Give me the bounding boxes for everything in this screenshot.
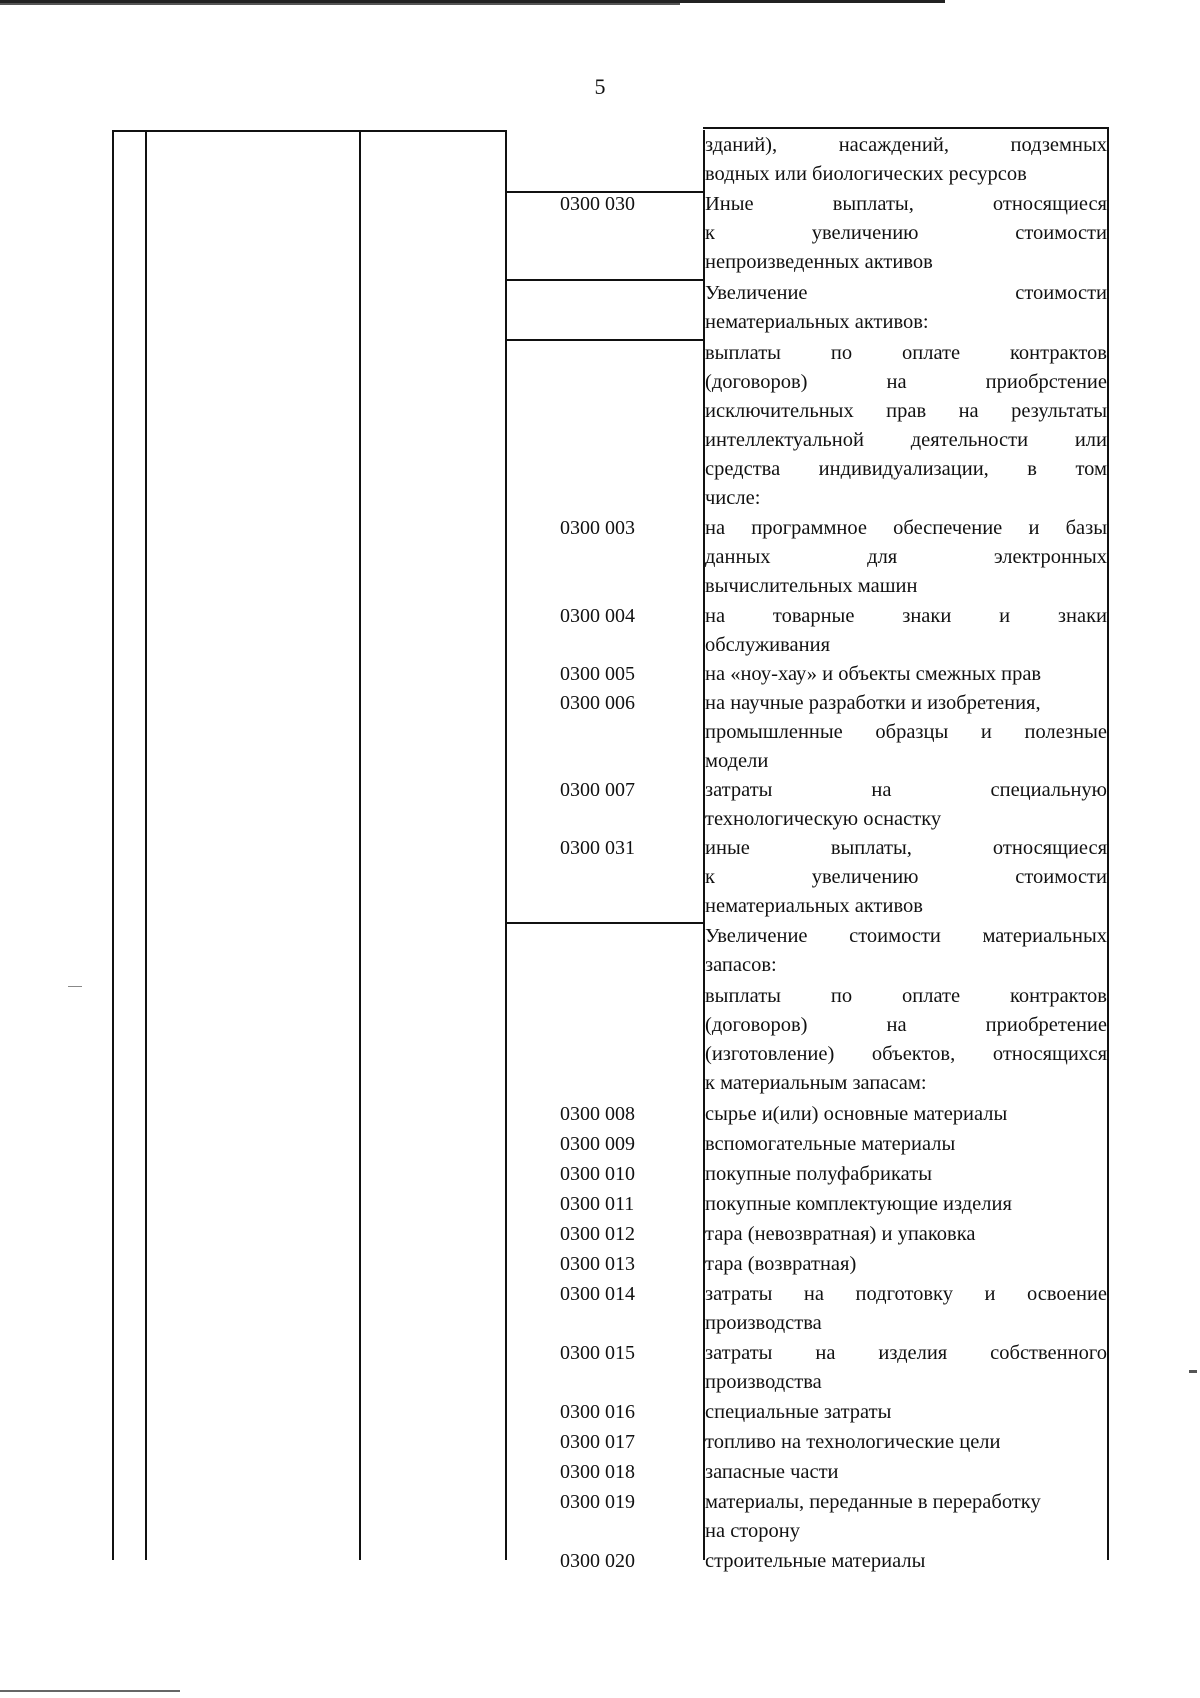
description-line: покупные полуфабрикаты [705,1163,932,1185]
description-line: непроизведенных активов [705,251,933,273]
description-line: на программное обеспечение и базы [705,518,1107,539]
page-number: 5 [594,74,606,99]
description-line: покупные комплектующие изделия [705,1193,1012,1215]
description-line: технологическую оснастку [705,808,942,830]
description-line: топливо на технологические цели [705,1431,1001,1453]
description-line: промышленные образцы и полезные [705,722,1107,743]
description-line: специальные затраты [705,1401,892,1423]
description-line: затраты на изделия собственного [705,1343,1107,1364]
table-row-rule [505,279,703,281]
description-line: нематериальных активов: [705,311,929,333]
budget-code: 0300 004 [560,605,635,627]
description-line: интеллектуальной деятельности или [705,430,1107,451]
description-line: к увеличению стоимости [705,867,1107,888]
description-line: зданий), насаждений, подземных [705,135,1107,156]
description-line: строительные материалы [705,1550,926,1572]
description-line: на «ноу-хау» и объекты смежных прав [705,663,1042,685]
scan-margin-mark [68,986,82,987]
description-line: иные выплаты, относящиеся [705,838,1107,859]
description-line: исключительных прав на результаты [705,401,1107,422]
budget-code: 0300 005 [560,663,635,685]
description-line: запасные части [705,1461,839,1483]
table-col-rule [1107,127,1109,1560]
description-line: (договоров) на приобретение [705,1015,1107,1036]
budget-code: 0300 009 [560,1133,635,1155]
description-line: затраты на подготовку и освоение [705,1284,1107,1305]
description-line: обслуживания [705,634,831,656]
description-line: производства [705,1371,822,1393]
budget-code: 0300 011 [560,1193,635,1215]
description-line: выплаты по оплате контрактов [705,343,1107,364]
description-line: Увеличение стоимости [705,283,1107,304]
description-line: Увеличение стоимости материальных [705,926,1107,947]
description-line: запасов: [705,954,777,976]
description-line: данных для электронных [705,547,1107,568]
budget-code: 0300 017 [560,1431,635,1453]
description-line: Иные выплаты, относящиеся [705,194,1107,215]
budget-code: 0300 015 [560,1342,635,1364]
scan-margin-mark [1189,1370,1197,1373]
description-line: к материальным запасам: [705,1072,927,1094]
table-col-rule [112,130,114,1560]
description-line: к увеличению стоимости [705,223,1107,244]
budget-code: 0300 016 [560,1401,635,1423]
description-line: на научные разработки и изобретения, [705,692,1041,714]
description-line: (договоров) на приобрстение [705,372,1107,393]
description-line: модели [705,750,769,772]
description-line: вспомогательные материалы [705,1133,956,1155]
description-line: материалы, переданные в переработку [705,1491,1041,1513]
scan-top-edge-secondary [0,3,680,5]
description-line: тара (невозвратная) и упаковка [705,1223,976,1245]
description-line: на товарные знаки и знаки [705,606,1107,627]
budget-code: 0300 020 [560,1550,635,1572]
table-row-rule [505,922,703,924]
table-top-rule [112,130,505,132]
budget-code: 0300 031 [560,837,635,859]
table-row-rule [505,339,703,341]
description-line: на сторону [705,1520,800,1542]
description-line: затраты на специальную [705,780,1107,801]
description-line: производства [705,1312,822,1334]
table-top-rule [703,127,1109,129]
budget-code: 0300 012 [560,1223,635,1245]
budget-code: 0300 006 [560,692,635,714]
budget-code: 0300 010 [560,1163,635,1185]
budget-code: 0300 019 [560,1491,635,1513]
table-col-rule [145,130,147,1560]
description-line: тара (возвратная) [705,1253,857,1275]
budget-code: 0300 018 [560,1461,635,1483]
description-line: водных или биологических ресурсов [705,163,1027,185]
budget-code: 0300 007 [560,779,635,801]
table-col-rule [505,130,507,1560]
description-line: средства индивидуализации, в том [705,459,1107,480]
budget-code: 0300 008 [560,1103,635,1125]
description-line: вычислительных машин [705,575,918,597]
description-line: нематериальных активов [705,895,923,917]
budget-code: 0300 003 [560,517,635,539]
budget-code: 0300 014 [560,1283,635,1305]
description-line: сырье и(или) основные материалы [705,1103,1008,1125]
description-line: числе: [705,487,761,509]
budget-code: 0300 013 [560,1253,635,1275]
description-line: (изготовление) объектов, относящихся [705,1044,1107,1065]
budget-code: 0300 030 [560,193,635,215]
table-col-rule [359,130,361,1560]
scan-bottom-edge [0,1690,180,1692]
description-line: выплаты по оплате контрактов [705,986,1107,1007]
